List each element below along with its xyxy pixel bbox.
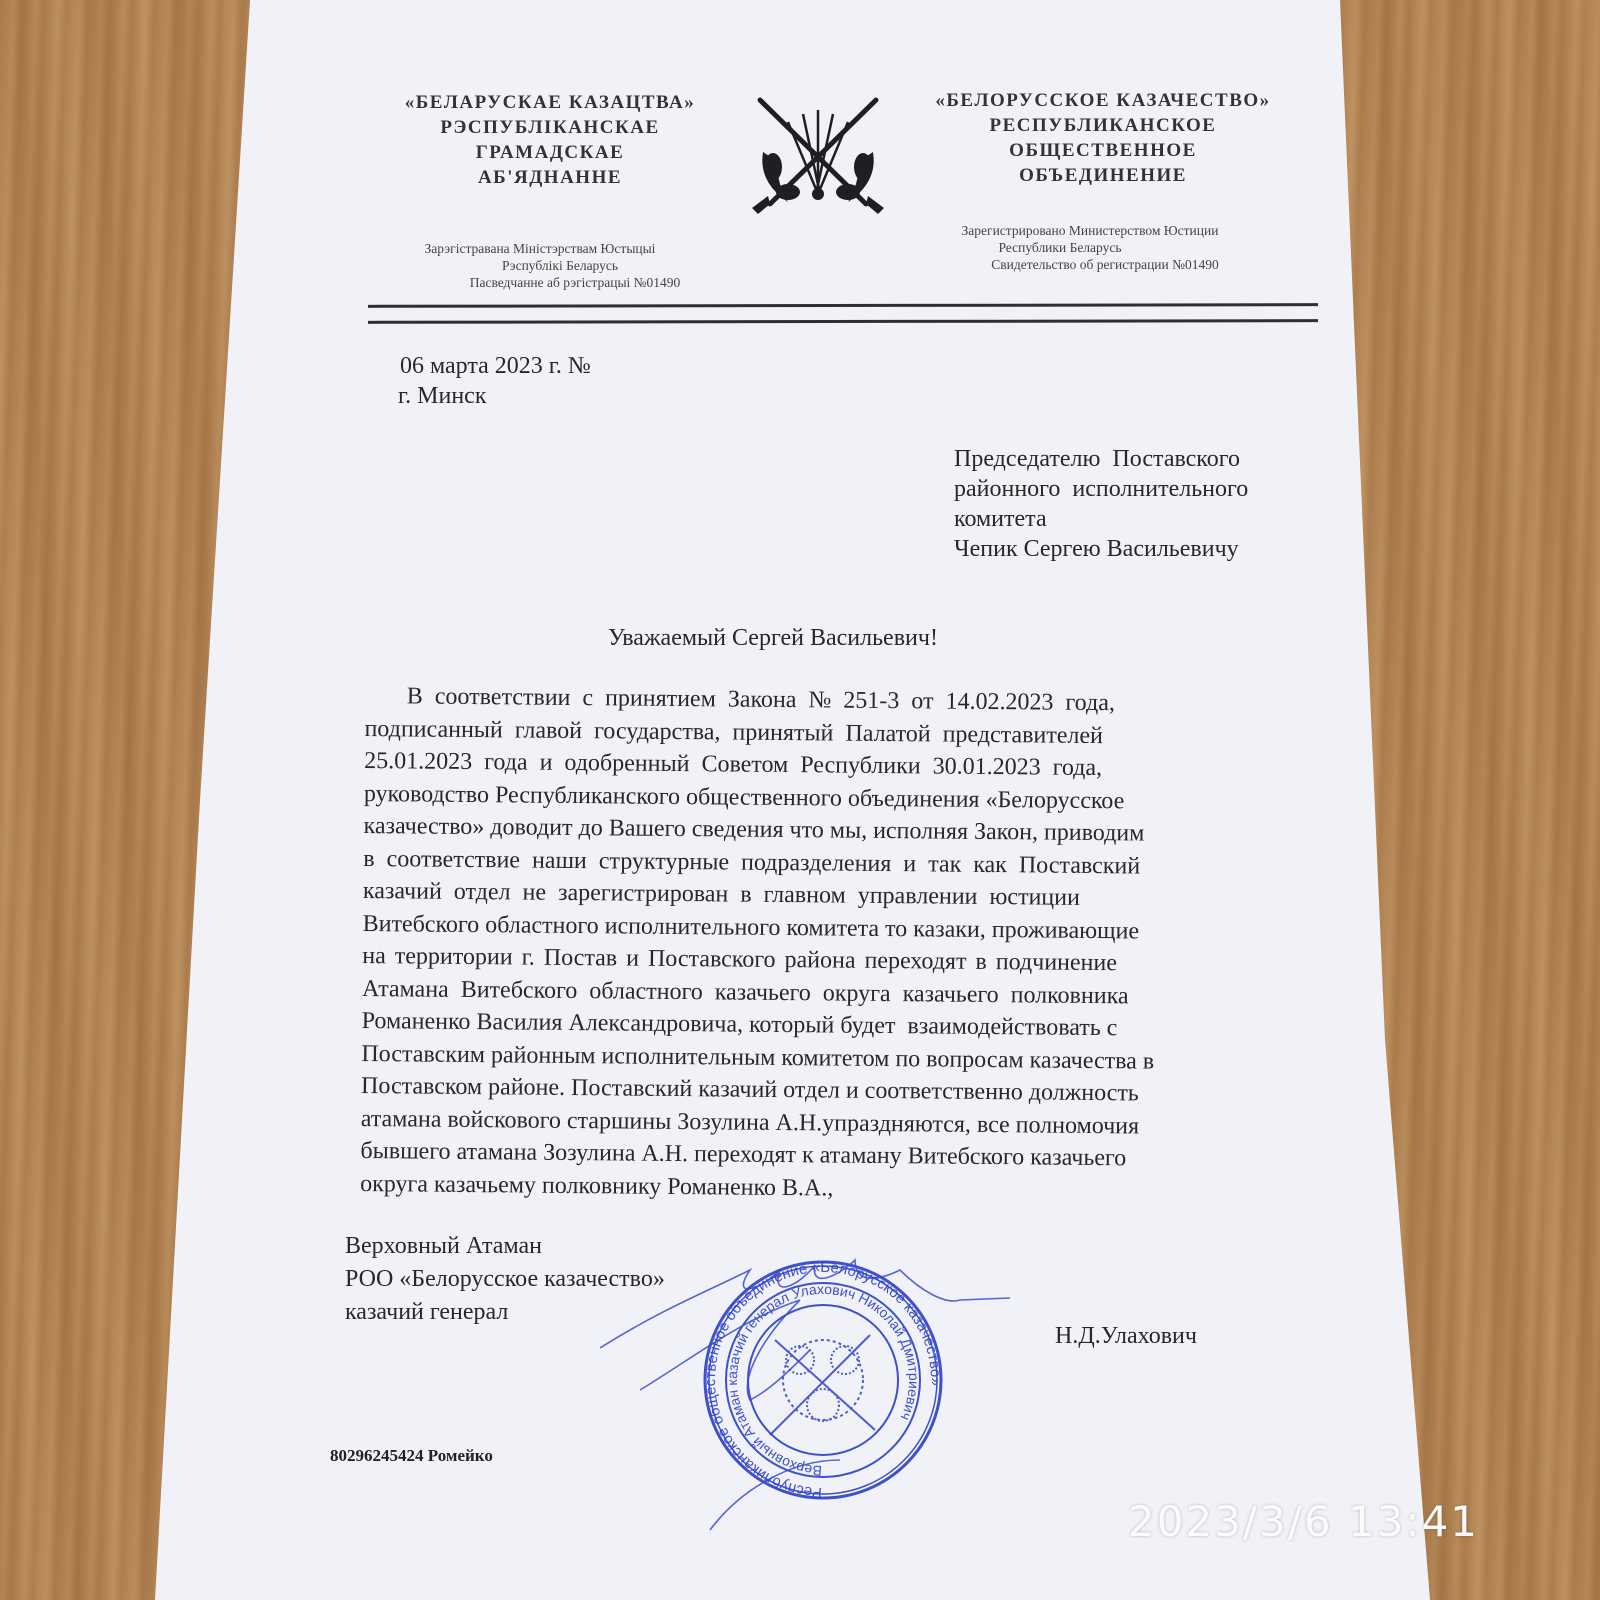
stamp-inner-text: Верховный Атаман казачий генерал Улахович Николай Дмитриевич xyxy=(723,1280,923,1480)
signer-title-line: РОО «Белорусское казачество» xyxy=(345,1266,665,1292)
body-line: В соответствии с принятием Закона № 251-3 от 14.02.2023 года, xyxy=(406,683,1116,717)
stamp-outer-text: Республиканское общественное объединение «Белорусское казачество» xyxy=(701,1258,945,1502)
header-right-line: «БЕЛОРУССКОЕ КАЗАЧЕСТВО» xyxy=(935,90,1271,111)
header-left-line: РЭСПУБЛІКАНСКАЕ xyxy=(440,117,660,138)
header-right-registration xyxy=(910,222,1270,273)
official-stamp xyxy=(600,1230,1040,1530)
body-line: подписанный главой государства, принятый Палатой представителей xyxy=(364,715,1104,749)
reg-left-line: Рэспублікі Беларусь xyxy=(501,258,619,273)
header-right-line: ОБЪЕДИНЕНИЕ xyxy=(1019,165,1187,186)
photo-timestamp: 2023/3/6 13:41 xyxy=(1128,1497,1480,1546)
body-line: Витебского областного исполнительного комитета то казаки, проживающие xyxy=(362,910,1140,944)
body-line: атамана войскового старшины Зозулина А.Н.упраздняются, все полномочия xyxy=(360,1105,1140,1139)
contact-line: 80296245424 Ромейко xyxy=(330,1446,493,1465)
addressee-line: районного исполнительного xyxy=(954,476,1249,502)
letter-body xyxy=(360,680,1300,1209)
salutation: Уважаемый Сергей Васильевич! xyxy=(608,625,938,651)
addressee-block xyxy=(954,444,1248,564)
body-line: Атамана Витебского областного казачьего округа казачьего полковника xyxy=(361,975,1129,1009)
header-right-title xyxy=(918,88,1288,188)
body-line: бывшего атамана Зозулина А.Н. переходят к атаману Витебского казачьего xyxy=(360,1137,1127,1172)
body-line: руководство Республиканского общественного объединения «Белорусское xyxy=(363,780,1125,814)
body-line: казачий отдел не зарегистрирован в главном управлении юстиции xyxy=(362,877,1081,911)
addressee-line: Председателю Поставского xyxy=(954,446,1240,472)
header-right-line: ОБЩЕСТВЕННОЕ xyxy=(1009,140,1197,161)
reg-right-line: Зарегистрировано Министерством Юстиции xyxy=(961,223,1219,238)
addressee-line: комитета xyxy=(954,506,1047,532)
body-line: в соответствие наши структурные подразделения и так как Поставский xyxy=(363,845,1141,879)
letter-place: г. Минск xyxy=(398,383,487,409)
signer-title-line: Верховный Атаман xyxy=(345,1233,542,1259)
body-line: округа казачьему полковнику Романенко В.А., xyxy=(360,1170,834,1202)
body-line: 25.01.2023 года и одобренный Советом Республики 30.01.2023 года, xyxy=(364,747,1103,782)
addressee-line: Чепик Сергею Васильевичу xyxy=(954,536,1239,562)
header-right-line: РЕСПУБЛИКАНСКОЕ xyxy=(989,115,1217,136)
header-left-registration xyxy=(360,240,720,291)
reg-left-line: Пасведчанне аб рэгістрацыі №01490 xyxy=(469,275,681,290)
reg-left-line: Зарэгістравана Міністэрствам Юстыцыі xyxy=(424,241,656,256)
header-left-line: «БЕЛАРУСКАЕ КАЗАЦТВА» xyxy=(404,92,696,113)
cossack-emblem-icon xyxy=(748,92,888,222)
body-line: казачество» доводит до Вашего сведения что мы, исполняя Закон, приводим xyxy=(363,812,1145,847)
signer-title-line: казачий генерал xyxy=(345,1299,509,1325)
header-left-title xyxy=(380,90,720,190)
reg-right-line: Республики Беларусь xyxy=(998,240,1122,255)
signer-name: Н.Д.Улахович xyxy=(1055,1323,1197,1349)
header-left-line: ГРАМАДСКАЕ xyxy=(475,142,625,163)
letter-date: 06 марта 2023 г. № xyxy=(400,353,591,379)
reg-right-line: Свидетельство об регистрации №01490 xyxy=(991,257,1219,272)
body-line: Поставском районе. Поставский казачий отдел и соответственно должность xyxy=(360,1072,1139,1107)
header-left-line: АБ'ЯДНАННЕ xyxy=(477,167,623,188)
body-line: на территории г. Постав и Поставского района переходят в подчинение xyxy=(362,942,1118,977)
body-line: Романенко Василия Александровича, который будет взаимодействовать с xyxy=(361,1007,1118,1042)
body-line: Поставским районным исполнительным комитетом по вопросам казачества в xyxy=(361,1040,1155,1075)
